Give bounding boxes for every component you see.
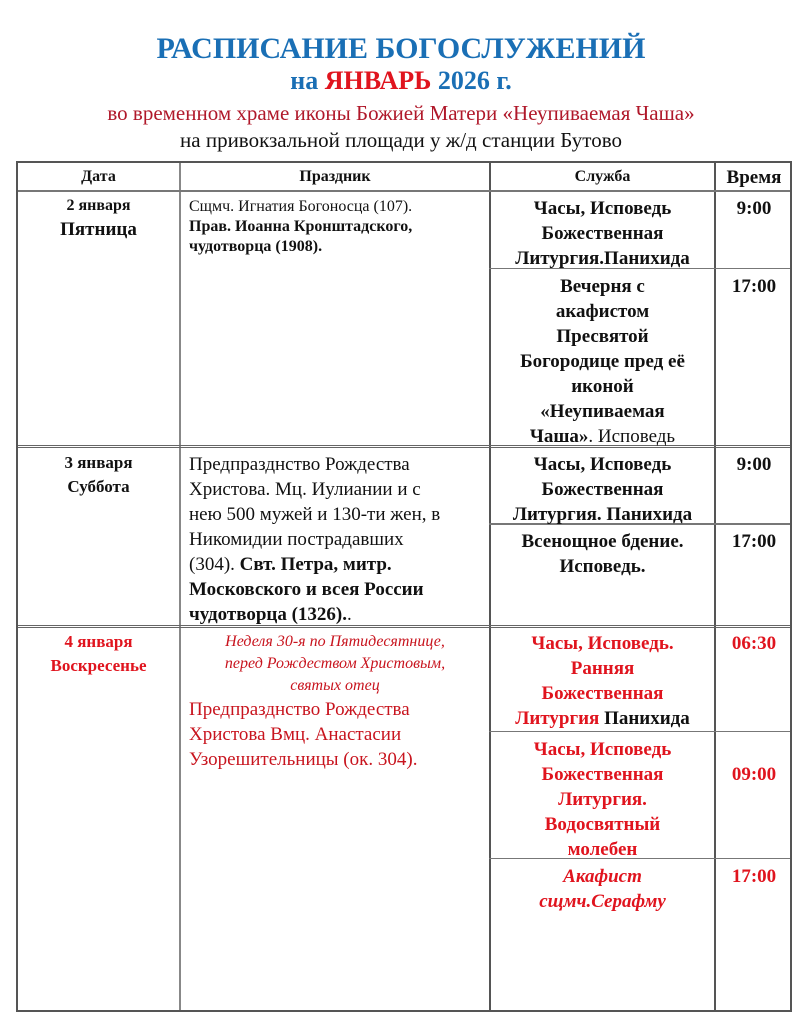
- column-header-service: Служба: [574, 168, 631, 185]
- service-time: 09:00: [731, 764, 777, 785]
- feast-text-bold: Свт. Петра, митр.: [239, 554, 392, 575]
- service-line: Часы, Исповедь.: [531, 633, 674, 654]
- feast-text: Христова. Мц. Иулиании и с: [189, 479, 421, 500]
- feast-text-bold: чудотворца (1326).: [189, 604, 348, 625]
- service-line: Божественная: [541, 479, 664, 500]
- feast-text: святых отец: [290, 677, 380, 694]
- feast-text: (304).: [189, 554, 240, 575]
- feast-text: Сщмч. Игнатия Богоносца (107).: [189, 198, 413, 215]
- feast-text: перед Рождеством Христовым,: [224, 655, 446, 672]
- service-line: молебен: [567, 839, 638, 860]
- service-time: 06:30: [731, 633, 777, 654]
- feast-text: Узорешительницы (ок. 304).: [189, 749, 418, 770]
- church-location: на привокзальной площади у ж/д станции Бутово: [180, 128, 622, 152]
- service-line: Литургия.Панихида: [515, 248, 690, 269]
- feast-text: .: [347, 604, 352, 625]
- column-header-feast: Праздник: [299, 168, 371, 185]
- column-header-date: Дата: [81, 168, 116, 185]
- service-line: акафистом: [555, 301, 650, 322]
- service-divider: [489, 731, 790, 732]
- weekday: Пятница: [60, 219, 137, 240]
- feast-text-mixed: [189, 552, 481, 577]
- schedule-table: [16, 161, 792, 1012]
- service-line: Литургия.: [558, 789, 647, 810]
- feast-text: Никомидии пострадавших: [189, 529, 404, 550]
- service-cell: [491, 450, 714, 527]
- feast-cell: [181, 450, 489, 627]
- feast-text-bold: Московского и всея России: [189, 579, 424, 600]
- date: 3 января: [64, 453, 133, 472]
- service-line: «Неупиваемая: [540, 401, 665, 422]
- service-line: Богородице пред её: [520, 351, 685, 372]
- feast-text-block: [181, 697, 489, 772]
- service-text-bold: Чаша»: [529, 426, 589, 447]
- service-text: . Исповедь: [588, 426, 676, 447]
- service-cell: [491, 629, 714, 731]
- weekday: Воскресенье: [50, 656, 147, 675]
- service-cell: [491, 527, 714, 579]
- service-line: Часы, Исповедь: [533, 739, 672, 760]
- service-line: Исповедь.: [559, 556, 646, 577]
- column-header-time: Время: [726, 167, 782, 188]
- table-row-date: [18, 194, 179, 242]
- feast-text: Неделя 30-я по Пятидесятнице,: [225, 633, 445, 650]
- feast-cell: [181, 194, 489, 257]
- feast-text: Христова Вмц. Анастасии: [189, 724, 402, 745]
- feast-text-mixed: [189, 602, 481, 627]
- month-prefix: на: [290, 66, 319, 95]
- service-cell: [491, 194, 714, 271]
- service-line: Акафист: [563, 866, 642, 887]
- date: 2 января: [66, 197, 131, 214]
- service-cell: [491, 862, 714, 914]
- service-text: Литургия: [515, 708, 600, 729]
- feast-text: Предпразднство Рождества: [189, 699, 410, 720]
- service-cell: [491, 272, 714, 449]
- service-line: Божественная: [541, 764, 664, 785]
- service-time: 17:00: [731, 276, 777, 297]
- service-line-mixed: [491, 706, 714, 731]
- feast-text-bold: Прав. Иоанна Кронштадского, чудотворца (1908).: [189, 218, 413, 255]
- service-line: Часы, Исповедь: [533, 198, 672, 219]
- service-time: 9:00: [736, 454, 772, 475]
- table-row-date: [18, 451, 179, 499]
- service-line: сщмч.Серафму: [539, 891, 666, 912]
- weekday: Суббота: [67, 477, 130, 496]
- service-line: Божественная: [541, 223, 664, 244]
- feast-text: Предпразднство Рождества: [189, 454, 410, 475]
- page-title: РАСПИСАНИЕ БОГОСЛУЖЕНИЙ: [156, 32, 646, 65]
- service-line: Пресвятой: [556, 326, 649, 347]
- service-line-mixed: [491, 424, 714, 449]
- service-line: Божественная: [541, 683, 664, 704]
- header-divider: [18, 190, 790, 192]
- service-line: Всенощное бдение.: [521, 531, 684, 552]
- year: 2026 г.: [437, 66, 512, 95]
- service-time: 17:00: [731, 531, 777, 552]
- service-text-black: Панихида: [599, 708, 690, 729]
- service-line: Водосвятный: [544, 814, 661, 835]
- service-time: 17:00: [731, 866, 777, 887]
- month-line: [0, 66, 802, 96]
- month-name: ЯНВАРЬ: [324, 66, 432, 95]
- feast-cell: [181, 629, 489, 772]
- service-line: Часы, Исповедь: [533, 454, 672, 475]
- table-row-date: [18, 630, 179, 678]
- service-line: Ранняя: [570, 658, 635, 679]
- service-line: Литургия. Панихида: [512, 504, 693, 525]
- feast-title-italic: [181, 629, 489, 697]
- feast-text: нею 500 мужей и 130-ти жен, в: [189, 504, 441, 525]
- service-cell: [491, 735, 714, 862]
- date: 4 января: [64, 632, 133, 651]
- service-time: 9:00: [736, 198, 772, 219]
- service-line: иконой: [571, 376, 634, 397]
- church-name: во временном храме иконы Божией Матери «Неупиваемая Чаша»: [107, 101, 695, 125]
- service-line: Вечерня с: [560, 276, 645, 297]
